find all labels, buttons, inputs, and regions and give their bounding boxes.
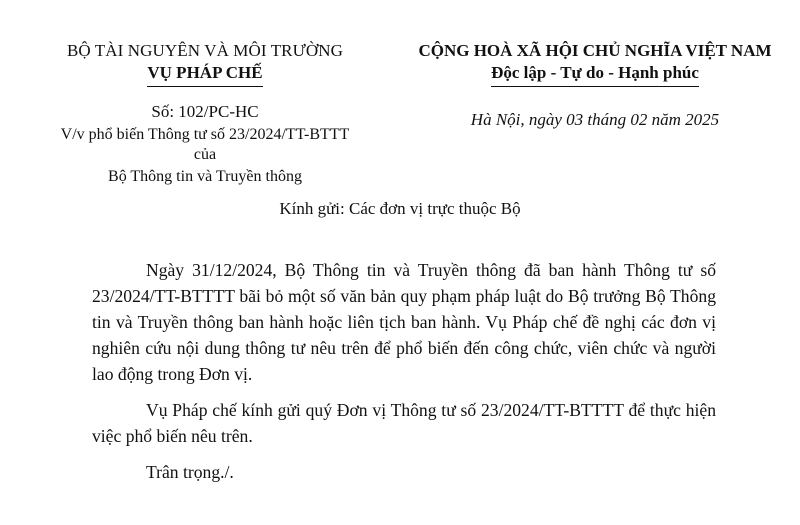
body-paragraph-2: Vụ Pháp chế kính gửi quý Đơn vị Thông tư số 23/2024/TT-BTTTT để thực hiện việc phổ biến nêu trên.	[92, 400, 716, 446]
national-motto: Độc lập - Tự do - Hạnh phúc	[491, 62, 699, 87]
subject-line-2: Bộ Thông tin và Truyền thông	[108, 168, 302, 185]
place-date: Hà Nội, ngày 03 tháng 02 năm 2025	[470, 110, 720, 129]
subject-line-1: V/v phổ biến Thông tư số 23/2024/TT-BTTT của	[60, 126, 350, 163]
body-paragraph-1: Ngày 31/12/2024, Bộ Thông tin và Truyền thông đã ban hành Thông tư số 23/2024/TT-BTTTT bãi bỏ một số văn bản quy phạm pháp luật do Bộ trưởng Bộ Thông tin và Truyền thông ban hành hoặc liên tịch ban hành. Vụ Pháp chế đề nghị các đơn vị nghiên cứu nội dung thông tư nêu trên để phổ biến đến công chức, viên chức và người lao động trong Đơn vị.	[92, 260, 716, 384]
recipient-line: Kính gửi: Các đơn vị trực thuộc Bộ	[279, 199, 521, 218]
department-name: VỤ PHÁP CHẾ	[147, 62, 262, 87]
national-header-block	[410, 40, 780, 131]
document-number: Số: 102/PC-HC	[151, 102, 259, 121]
letter-body	[92, 257, 716, 485]
country-name: CỘNG HOÀ XÃ HỘI CHỦ NGHĨA VIỆT NAM	[418, 41, 772, 60]
ministry-name: BỘ TÀI NGUYÊN VÀ MÔI TRƯỜNG	[66, 41, 344, 60]
issuer-block	[50, 40, 360, 187]
closing-line: Trân trọng./.	[146, 462, 234, 482]
